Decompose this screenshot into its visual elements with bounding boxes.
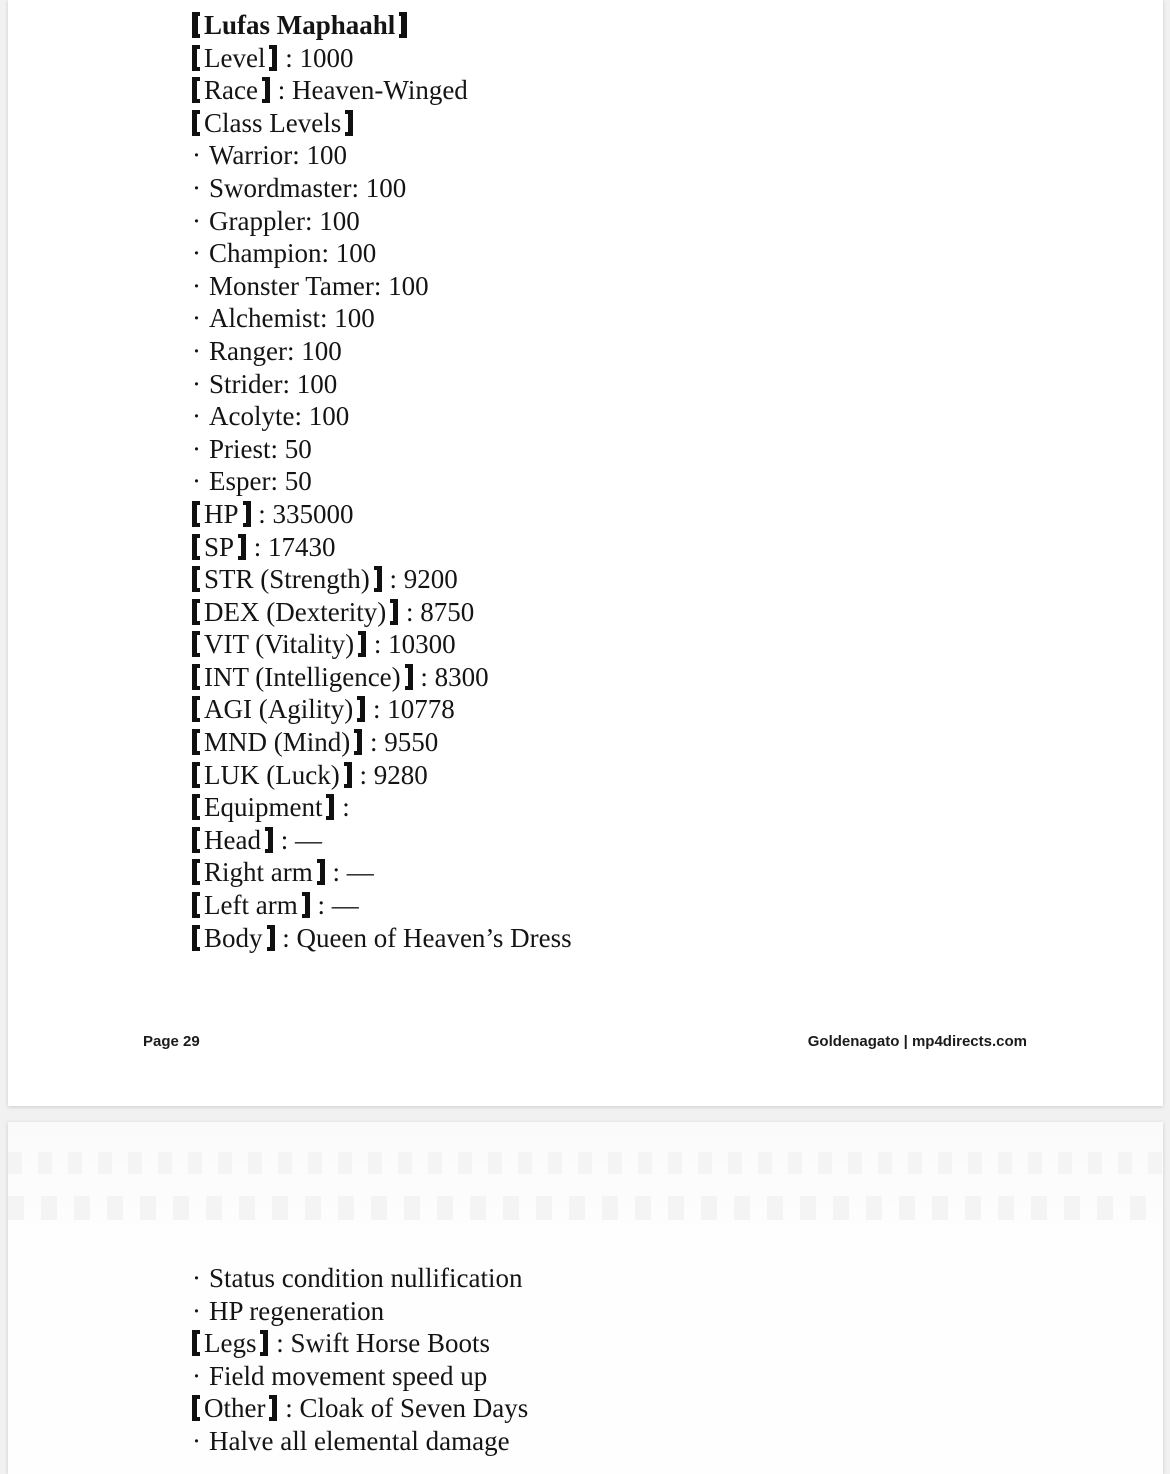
stat-value: : 8750 — [399, 596, 475, 627]
text-line — [192, 693, 1139, 726]
page-footer — [143, 1033, 1027, 1050]
text-line — [192, 335, 1139, 368]
stat-value: : 10778 — [366, 694, 455, 725]
bullet-text: Monster Tamer: 100 — [209, 270, 429, 301]
right-lenticular-bracket-icon — [265, 827, 273, 853]
left-lenticular-bracket-icon — [192, 892, 200, 918]
right-lenticular-bracket-icon — [357, 696, 365, 722]
stat-label: Other — [204, 1393, 266, 1424]
bullet-dot-icon: · — [192, 205, 201, 236]
stat-value: : 10300 — [367, 629, 456, 660]
bullet-text: Esper: 50 — [209, 466, 312, 497]
right-lenticular-bracket-icon — [317, 859, 325, 885]
text-line — [192, 172, 1139, 205]
bullet-text: Alchemist: 100 — [209, 303, 375, 334]
text-line — [192, 107, 1139, 140]
stat-label: Body — [204, 922, 263, 953]
left-lenticular-bracket-icon — [192, 599, 200, 625]
bullet-dot-icon: · — [192, 466, 201, 497]
faded-text-watermark — [8, 1122, 1163, 1247]
bullet-text: Field movement speed up — [209, 1360, 488, 1391]
bullet-text: Strider: 100 — [209, 368, 338, 399]
stat-value: : 8300 — [413, 661, 489, 692]
bullet-dot-icon: · — [192, 140, 201, 171]
stat-label: Lufas Maphaahl — [204, 10, 396, 40]
right-lenticular-bracket-icon — [269, 45, 277, 71]
stat-label: INT (Intelligence) — [204, 661, 401, 692]
text-line — [192, 856, 1139, 889]
stat-value: : — — [273, 824, 322, 855]
left-lenticular-bracket-icon — [192, 664, 200, 690]
right-lenticular-bracket-icon — [238, 534, 246, 560]
text-line — [192, 726, 1139, 759]
text-line — [192, 661, 1139, 694]
text-line — [192, 1392, 1139, 1425]
bullet-text: Warrior: 100 — [209, 140, 348, 171]
left-lenticular-bracket-icon — [192, 534, 200, 560]
stat-value: : Heaven-Winged — [270, 75, 468, 106]
bullet-dot-icon: · — [192, 172, 201, 203]
right-lenticular-bracket-icon — [345, 110, 353, 136]
bullet-text: Acolyte: 100 — [209, 401, 350, 432]
left-lenticular-bracket-icon — [192, 729, 200, 755]
bullet-text: Grappler: 100 — [209, 205, 360, 236]
text-line — [192, 433, 1139, 466]
text-line — [192, 498, 1139, 531]
bullet-dot-icon: · — [192, 1360, 201, 1391]
stat-value: : — — [310, 890, 359, 921]
right-lenticular-bracket-icon — [374, 566, 382, 592]
bullet-text: HP regeneration — [209, 1295, 385, 1326]
right-lenticular-bracket-icon — [390, 599, 398, 625]
bullet-text: Status condition nullification — [209, 1263, 523, 1293]
stat-label: Equipment — [204, 792, 323, 823]
stat-label: Legs — [204, 1328, 257, 1359]
bullet-dot-icon: · — [192, 270, 201, 301]
left-lenticular-bracket-icon — [192, 77, 200, 103]
stat-value: : Queen of Heaven’s Dress — [275, 922, 572, 953]
text-line — [192, 368, 1139, 401]
stat-label: STR (Strength) — [204, 564, 370, 595]
bullet-text: Ranger: 100 — [209, 335, 342, 366]
stat-label: VIT (Vitality) — [204, 629, 355, 660]
left-lenticular-bracket-icon — [192, 859, 200, 885]
site-credit: Goldenagato | mp4directs.com — [807, 1033, 1027, 1050]
stat-label: LUK (Luck) — [204, 759, 340, 790]
right-lenticular-bracket-icon — [262, 77, 270, 103]
stat-label: Right arm — [204, 857, 313, 888]
text-line — [192, 302, 1139, 335]
page-number: Page 29 — [143, 1033, 200, 1050]
stat-label: SP — [204, 531, 235, 562]
stat-label: HP — [204, 498, 239, 529]
stat-label: DEX (Dexterity) — [204, 596, 387, 627]
text-line — [192, 139, 1139, 172]
stat-label: Race — [204, 75, 258, 106]
text-line — [192, 237, 1139, 270]
stat-value: : — — [325, 857, 374, 888]
text-line — [192, 922, 1139, 955]
book-page-29 — [8, 0, 1163, 1106]
right-lenticular-bracket-icon — [326, 794, 334, 820]
left-lenticular-bracket-icon — [192, 45, 200, 71]
left-lenticular-bracket-icon — [192, 1395, 200, 1421]
left-lenticular-bracket-icon — [192, 501, 200, 527]
left-lenticular-bracket-icon — [192, 12, 200, 38]
stat-label: AGI (Agility) — [204, 694, 354, 725]
right-lenticular-bracket-icon — [344, 762, 352, 788]
left-lenticular-bracket-icon — [192, 762, 200, 788]
text-line — [192, 1360, 1139, 1393]
right-lenticular-bracket-icon — [243, 501, 251, 527]
stat-value: : 335000 — [251, 498, 354, 529]
stat-label: Head — [204, 824, 261, 855]
left-lenticular-bracket-icon — [192, 794, 200, 820]
stat-value: : Cloak of Seven Days — [278, 1393, 529, 1424]
text-line — [192, 74, 1139, 107]
right-lenticular-bracket-icon — [358, 631, 366, 657]
stat-value: : 9280 — [352, 759, 428, 790]
text-line — [192, 531, 1139, 564]
left-lenticular-bracket-icon — [192, 925, 200, 951]
text-line — [192, 596, 1139, 629]
text-line — [192, 1327, 1139, 1360]
text-line — [192, 628, 1139, 661]
equipment-effects-block — [192, 1262, 1139, 1458]
bullet-text: Halve all elemental damage — [209, 1425, 510, 1456]
text-line — [192, 400, 1139, 433]
stat-value: : — [335, 792, 350, 823]
bullet-text: Champion: 100 — [209, 238, 377, 269]
text-line — [192, 889, 1139, 922]
bullet-dot-icon: · — [192, 335, 201, 366]
bullet-dot-icon: · — [192, 1295, 201, 1326]
bullet-text: Swordmaster: 100 — [209, 172, 407, 203]
bullet-dot-icon: · — [192, 303, 201, 334]
left-lenticular-bracket-icon — [192, 696, 200, 722]
character-stat-block — [192, 9, 1139, 954]
stat-label: MND (Mind) — [204, 727, 351, 758]
stat-label: Class Levels — [204, 107, 342, 138]
stat-value: : Swift Horse Boots — [269, 1328, 490, 1359]
text-line — [192, 791, 1139, 824]
left-lenticular-bracket-icon — [192, 1330, 200, 1356]
right-lenticular-bracket-icon — [267, 925, 275, 951]
book-page-next — [8, 1122, 1163, 1474]
left-lenticular-bracket-icon — [192, 631, 200, 657]
bullet-dot-icon: · — [192, 433, 201, 464]
stat-label: Left arm — [204, 890, 298, 921]
bullet-dot-icon: · — [192, 1425, 201, 1456]
stat-value: : 17430 — [247, 531, 336, 562]
right-lenticular-bracket-icon — [405, 664, 413, 690]
stat-value: : 1000 — [278, 42, 354, 73]
stat-value: : 9200 — [382, 564, 458, 595]
bullet-dot-icon: · — [192, 368, 201, 399]
text-line — [192, 9, 1139, 42]
bullet-text: Priest: 50 — [209, 433, 312, 464]
text-line — [192, 1295, 1139, 1328]
left-lenticular-bracket-icon — [192, 827, 200, 853]
right-lenticular-bracket-icon — [399, 12, 407, 38]
text-line — [192, 824, 1139, 857]
text-line — [192, 1425, 1139, 1458]
bullet-dot-icon: · — [192, 401, 201, 432]
text-line — [192, 270, 1139, 303]
text-line — [192, 42, 1139, 75]
stat-value: : 9550 — [363, 727, 439, 758]
text-line — [192, 205, 1139, 238]
text-line — [192, 563, 1139, 596]
right-lenticular-bracket-icon — [269, 1395, 277, 1421]
right-lenticular-bracket-icon — [302, 892, 310, 918]
right-lenticular-bracket-icon — [260, 1330, 268, 1356]
bullet-dot-icon: · — [192, 238, 201, 269]
text-line — [192, 1262, 1139, 1295]
text-line — [192, 465, 1139, 498]
left-lenticular-bracket-icon — [192, 110, 200, 136]
left-lenticular-bracket-icon — [192, 566, 200, 592]
right-lenticular-bracket-icon — [354, 729, 362, 755]
bullet-dot-icon: · — [192, 1263, 201, 1293]
text-line — [192, 759, 1139, 792]
stat-label: Level — [204, 42, 266, 73]
